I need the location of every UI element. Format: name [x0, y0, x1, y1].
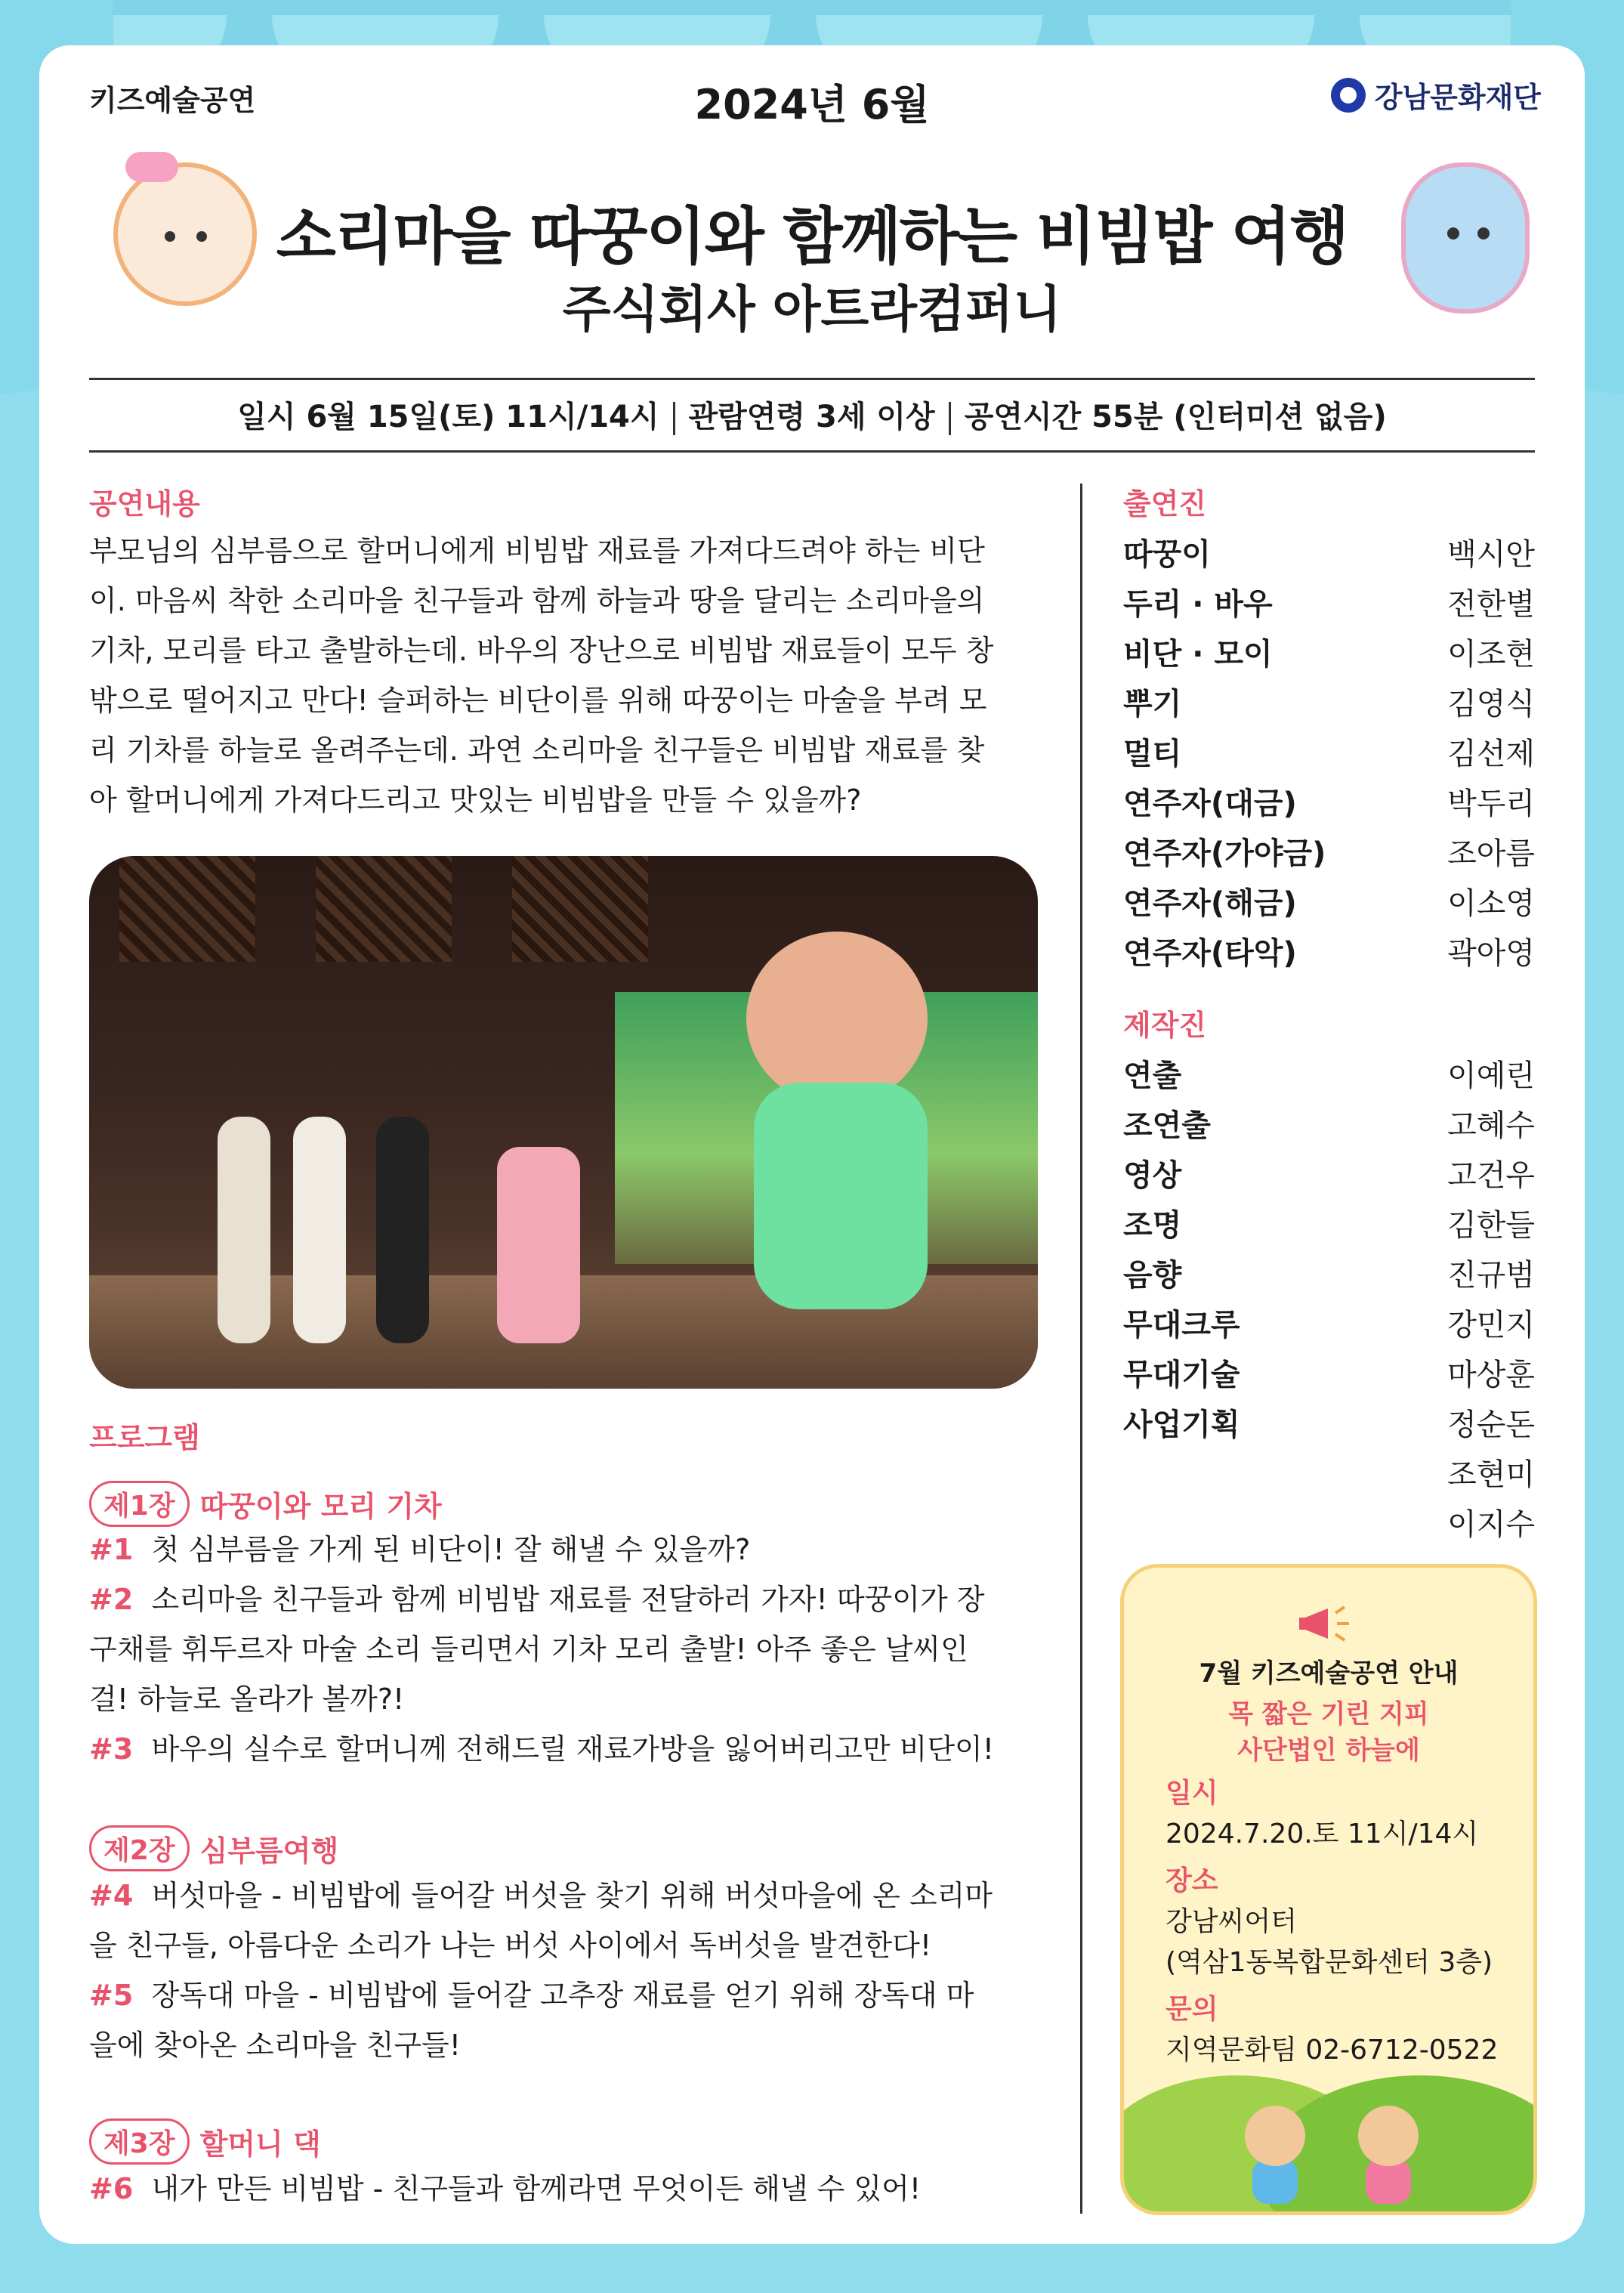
stage-photo — [89, 856, 1038, 1389]
notice-when: 2024.7.20.토 11시/14시 — [1166, 1819, 1479, 1850]
curtain-top — [0, 0, 1624, 45]
crew-heading: 제작진 — [1123, 1009, 1207, 1042]
notice-contact-label: 문의 — [1166, 1994, 1218, 2025]
cast-row: 연주자(해금) 이소영 — [1123, 886, 1535, 921]
foundation-logo-icon — [1331, 78, 1366, 113]
program-block-2: #4 버섯마을 - 비빔밥에 들어갈 버섯을 찾기 위해 버섯마을에 온 소리마 을 친구들, 아름다운 소리가 나는 버섯 사이에서 독버섯을 발견한다! #5 장독대 마을 - 비빔밥에 들어갈 고추장 재료를 얻기 위해 장독대 마 을에 찾아온 소리마을 친구들! — [89, 1871, 1045, 2070]
crew-row: 영상 고건우 — [1123, 1158, 1535, 1193]
crew-row: 연출 이예린 — [1123, 1058, 1535, 1093]
series-label: 키즈예술공연 — [89, 84, 256, 117]
chapter-name: 심부름여행 — [199, 1834, 339, 1868]
synopsis-text — [89, 526, 1045, 825]
crew-row: 무대크루 강민지 — [1123, 1308, 1535, 1343]
synopsis-line: 부모님의 심부름으로 할머니에게 비빔밥 재료를 가져다드려야 하는 비단 — [89, 534, 985, 567]
synopsis-heading: 공연내용 — [89, 487, 200, 521]
program-block-3 — [89, 2164, 1045, 2214]
info-when: 일시 6월 15일(토) 11시/14시 — [237, 400, 659, 434]
cast-row: 멀티 김선제 — [1123, 737, 1535, 771]
kid-illustration — [1358, 2106, 1419, 2166]
megaphone-icon — [1298, 1602, 1358, 1645]
notice-company: 사단법인 하늘에 — [1237, 1735, 1420, 1766]
july-notice-box — [1120, 1564, 1537, 2215]
column-divider — [1080, 484, 1082, 2214]
cast-row: 두리 · 바우 전한별 — [1123, 587, 1535, 622]
chapter-badge: 제1장 — [89, 1481, 190, 1527]
org-logo[interactable] — [1331, 74, 1541, 116]
notice-where-detail: (역삼1동복합문화센터 3층) — [1166, 1947, 1493, 1978]
cast-row: 연주자(가야금) 조아름 — [1123, 836, 1535, 871]
program-item: #1 첫 심부름을 가게 된 비단이! 잘 해낼 수 있을까? — [89, 1533, 751, 1566]
crew-row: 사업기획 정순돈 — [1123, 1408, 1535, 1442]
chapter-3 — [89, 2118, 321, 2165]
synopsis-line: 밖으로 떨어지고 만다! 슬퍼하는 비단이를 위해 따꿍이는 마술을 부려 모 — [89, 684, 987, 717]
cast-row: 비단 · 모이 이조현 — [1123, 637, 1535, 672]
notice-show-title: 목 짧은 기린 지피 — [1228, 1699, 1429, 1729]
chapter-2 — [89, 1825, 338, 1871]
program-item: #4 버섯마을 - 비빔밥에 들어갈 버섯을 찾기 위해 버섯마을에 온 소리마 — [89, 1879, 993, 1912]
info-runtime: 공연시간 55분 (인터미션 없음) — [964, 400, 1387, 434]
program-item: #6 내가 만든 비빔밥 - 친구들과 함께라면 무엇이든 해낼 수 있어! — [89, 2172, 922, 2205]
crew-row: 조연출 고혜수 — [1123, 1108, 1535, 1143]
show-title: 소리마을 따꿍이와 함께하는 비빔밥 여행 — [276, 201, 1348, 273]
org-name: 강남문화재단 — [1374, 81, 1541, 114]
company-name: 주식회사 아트라컴퍼니 — [562, 280, 1062, 338]
program-heading: 프로그램 — [89, 1421, 200, 1454]
crew-row: 음향 진규범 — [1123, 1258, 1535, 1293]
chapter-name: 할머니 댁 — [199, 2128, 321, 2161]
notice-title: 7월 키즈예술공연 안내 — [1199, 1658, 1459, 1689]
synopsis-line: 아 할머니에게 가져다드리고 맛있는 비빔밥을 만들 수 있을까? — [89, 783, 862, 817]
crew-row: 무대기술 마상훈 — [1123, 1358, 1535, 1392]
synopsis-line: 리 기차를 하늘로 올려주는데. 과연 소리마을 친구들은 비빔밥 재료를 찾 — [89, 734, 985, 767]
cast-row: 연주자(대금) 박두리 — [1123, 786, 1535, 821]
synopsis-line: 기차, 모리를 타고 출발하는데. 바우의 장난으로 비빔밥 재료들이 모두 창 — [89, 634, 994, 667]
chapter-badge: 제2장 — [89, 1825, 190, 1871]
info-age: 관람연령 3세 이상 — [688, 400, 935, 434]
crew-row: 이지수 — [1447, 1507, 1535, 1542]
poster-date: 2024년 6월 — [694, 81, 930, 128]
chapter-name: 따꿍이와 모리 기차 — [199, 1490, 442, 1523]
program-item: #2 소리마을 친구들과 함께 비빔밥 재료를 전달하러 가자! 따꿍이가 장 — [89, 1583, 985, 1616]
synopsis-line: 이. 마음씨 착한 소리마을 친구들과 함께 하늘과 땅을 달리는 소리마을의 — [89, 584, 985, 617]
notice-when-label: 일시 — [1166, 1778, 1218, 1809]
program-block-1: #1 첫 심부름을 가게 된 비단이! 잘 해낼 수 있을까? #2 소리마을 친구들과 함께 비빔밥 재료를 전달하러 가자! 따꿍이가 장 구채를 휘두르자 마술 소리 들리면서 기차 모리 출발! 아주 좋은 날씨인 걸! 하늘로 올라가 볼까?! #3 바우의 실수로 할머니께 전해드릴 재료가방을 잃어버리고만 비단이! — [89, 1525, 1045, 1774]
divider-bottom — [89, 450, 1535, 453]
program-item: #3 바우의 실수로 할머니께 전해드릴 재료가방을 잃어버리고만 비단이! — [89, 1732, 994, 1766]
program-item: #5 장독대 마을 - 비빔밥에 들어갈 고추장 재료를 얻기 위해 장독대 마 — [89, 1979, 974, 2012]
divider-top — [89, 378, 1535, 380]
chapter-1 — [89, 1481, 442, 1527]
notice-where-label: 장소 — [1166, 1865, 1218, 1896]
cast-row: 연주자(타악) 곽아영 — [1123, 936, 1535, 971]
crew-row: 조명 김한들 — [1123, 1208, 1535, 1243]
kid-illustration — [1245, 2106, 1305, 2166]
chapter-badge: 제3장 — [89, 2118, 190, 2165]
cast-row: 뿌기 김영식 — [1123, 687, 1535, 722]
cast-heading: 출연진 — [1123, 487, 1207, 521]
cast-row: 따꿍이 백시안 — [1123, 537, 1535, 572]
info-bar — [0, 393, 1624, 436]
notice-contact: 지역문화팀 02-6712-0522 — [1166, 2035, 1499, 2066]
crew-row: 조현미 — [1447, 1457, 1535, 1492]
notice-where-venue: 강남씨어터 — [1166, 1906, 1297, 1937]
